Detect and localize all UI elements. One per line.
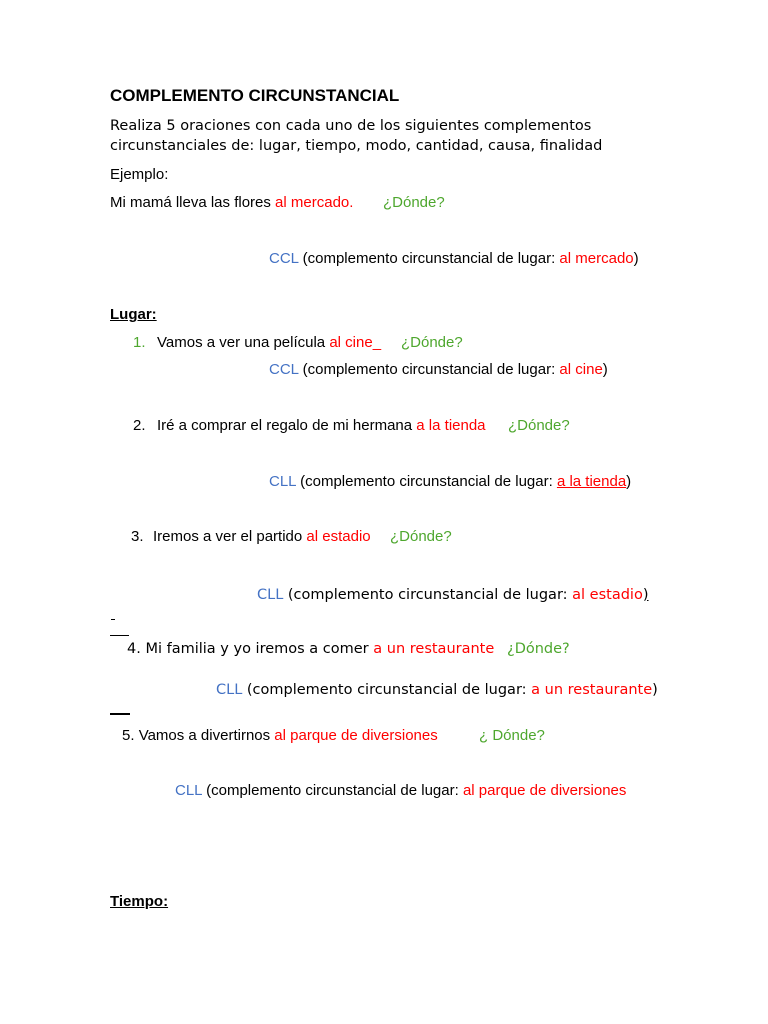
item-2-explanation	[269, 472, 631, 492]
item-2-number: 2.	[133, 417, 146, 434]
item-4-expl-close: )	[652, 682, 658, 698]
example-expl-value: al mercado	[559, 250, 634, 267]
item-3-abbr: CLL	[257, 587, 284, 603]
item-3-number: 3.	[131, 528, 144, 545]
item-4-expl-open: (complemento circunstancial de lugar:	[242, 682, 532, 698]
item-4-number: 4.	[127, 641, 141, 657]
item-4-abbr: CLL	[216, 682, 243, 698]
item-5-explanation	[175, 781, 626, 801]
item-2-complement: a la tienda	[416, 417, 486, 434]
section-heading-tiempo: Tiempo:	[110, 893, 169, 910]
item-5-expl-open: (complemento circunstancial de lugar:	[201, 782, 463, 799]
example-complement: al mercado.	[275, 194, 354, 211]
stray-underline	[110, 635, 129, 636]
item-3-sentence	[153, 527, 371, 547]
item-5-number: 5.	[122, 727, 135, 744]
document-title: COMPLEMENTO CIRCUNSTANCIAL	[110, 86, 400, 105]
item-4-sentence-text: Mi familia y yo iremos a comer	[145, 641, 374, 657]
item-1-question: ¿Dónde?	[401, 334, 463, 351]
item-2-expl-open: (complemento circunstancial de lugar:	[295, 473, 557, 490]
stray-rule	[110, 713, 130, 715]
example-explanation	[269, 249, 639, 269]
item-1-sentence-text: Vamos a ver una película	[157, 334, 330, 351]
item-3-expl-open: (complemento circunstancial de lugar:	[283, 587, 573, 603]
item-4-expl-value: a un restaurante	[531, 682, 653, 698]
item-3-explanation	[257, 585, 649, 605]
example-question: ¿Dónde?	[383, 194, 445, 211]
item-3-question: ¿Dónde?	[390, 528, 452, 545]
item-5-sentence-text: Vamos a divertirnos	[138, 727, 275, 744]
item-2-question: ¿Dónde?	[508, 417, 570, 434]
item-4-explanation	[216, 680, 658, 700]
item-1-number: 1.	[133, 334, 146, 351]
item-1-expl-value: al cine	[559, 361, 603, 378]
item-1-complement: al cine_	[329, 334, 382, 351]
item-2-expl-value: a la tienda	[556, 473, 627, 490]
item-1-abbr: CCL	[269, 361, 299, 378]
example-label: Ejemplo:	[110, 166, 169, 183]
item-5-sentence	[122, 726, 438, 746]
item-1-expl-close: )	[602, 361, 608, 378]
example-expl-close: )	[633, 250, 639, 267]
example-sentence-text: Mi mamá lleva las flores	[110, 194, 276, 211]
item-3-complement: al estadio	[306, 528, 371, 545]
item-4-complement: a un restaurante	[373, 641, 495, 657]
item-3-expl-value: al estadio	[572, 587, 643, 603]
example-sentence	[110, 193, 353, 213]
stray-mark	[111, 619, 115, 620]
item-3-sentence-text: Iremos a ver el partido	[153, 528, 307, 545]
item-2-sentence	[157, 416, 486, 436]
section-heading-lugar: Lugar:	[110, 306, 157, 323]
item-4-question: ¿Dónde?	[507, 641, 570, 657]
item-2-abbr: CLL	[269, 473, 296, 490]
item-2-sentence-text: Iré a comprar el regalo de mi hermana	[157, 417, 417, 434]
example-abbr: CCL	[269, 250, 299, 267]
item-5-question: ¿ Dónde?	[479, 727, 545, 744]
item-1-explanation	[269, 360, 608, 380]
item-4-sentence	[127, 639, 494, 659]
item-3-expl-close: )	[642, 587, 649, 603]
item-5-complement: al parque de diversiones	[274, 727, 438, 744]
item-1-expl-open: (complemento circunstancial de lugar:	[298, 361, 560, 378]
instructions-line-1: Realiza 5 oraciones con cada uno de los siguientes complementos	[110, 118, 592, 134]
item-5-abbr: CLL	[175, 782, 202, 799]
item-5-expl-value: al parque de diversiones	[462, 782, 627, 799]
instructions-line-2: circunstanciales de: lugar, tiempo, modo, cantidad, causa, finalidad	[110, 138, 603, 154]
item-2-expl-close: )	[626, 473, 632, 490]
example-expl-open: (complemento circunstancial de lugar:	[298, 250, 560, 267]
item-1-sentence	[157, 333, 381, 353]
